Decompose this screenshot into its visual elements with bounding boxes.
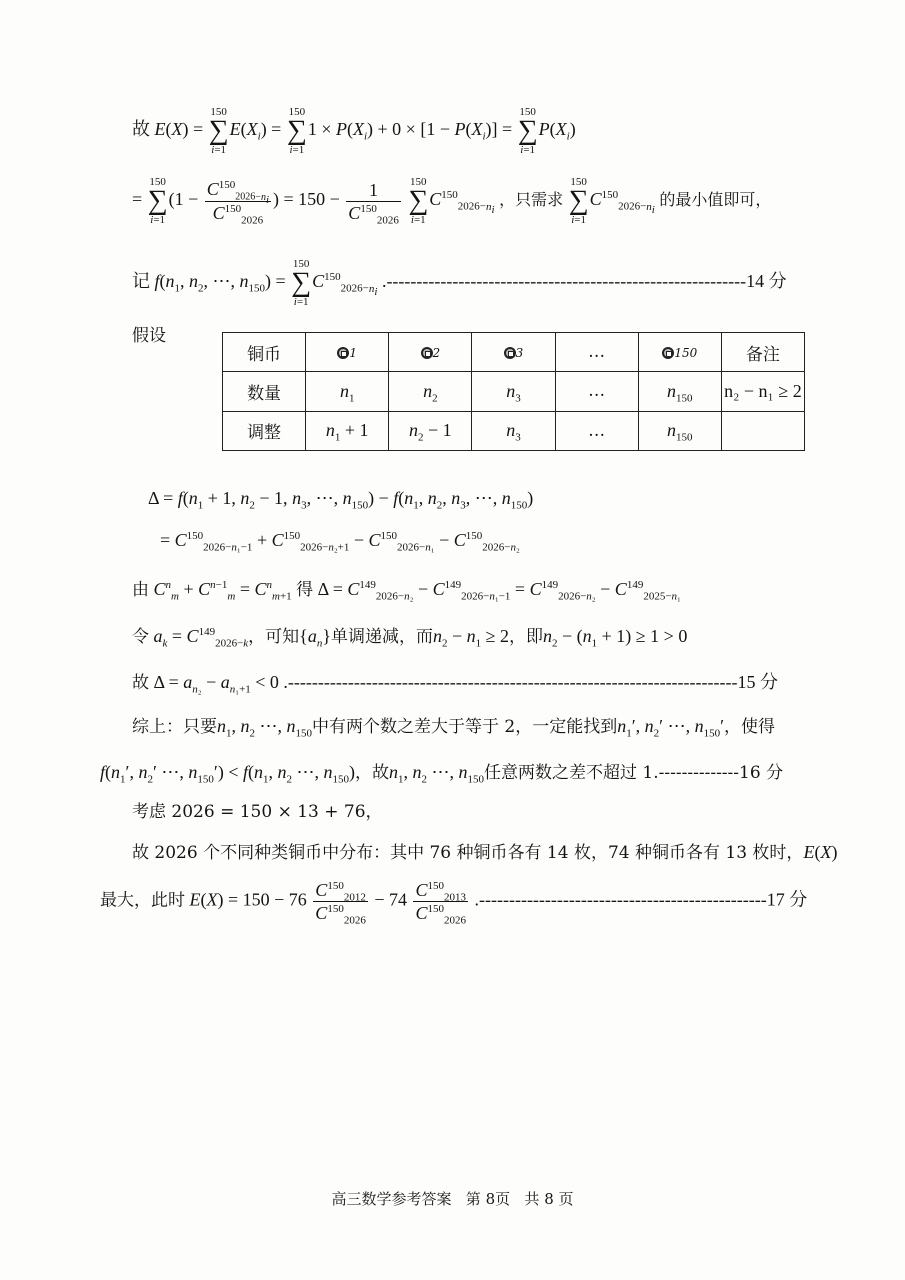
text-ji: 记 <box>132 271 150 292</box>
formula-ex-sum: 故 E(X) = 150 ∑ i=1 $E(X_i)$ = 150 ∑ i=1 $1 \times P(X_i) + 0 \times [1 - P(X_i)]$ = 150 ∑ i=1 $P(X_i)$ <box>132 106 576 156</box>
text-jiashe: 假设 <box>132 326 166 346</box>
text-only-need: ，只需求 <box>499 192 564 210</box>
formula-define-a: 令 $a_k = C^{149}_{2026-k}$，可知$\{a_n\}$单调递减，而$n_2 - n_1 \ge 2$，即$n_2 - (n_1 + 1) \ge 1 > 0$ <box>132 626 688 650</box>
text-ji2: ，即 <box>509 627 543 646</box>
table-row-header <box>223 333 805 372</box>
page-footer <box>0 1188 905 1209</box>
text-zuida: 最大，此时 <box>100 890 185 910</box>
footer-page: 第 8页 <box>465 1190 511 1208</box>
text-gu: 故 <box>132 119 150 140</box>
header-ellipsis: … <box>555 333 638 372</box>
formula-delta-def: $\Delta = f(n_1 + 1$, $n_2 - 1$, $n_3$, ⋯, $n_{150}) - f(n_1$, $n_2$, $n_3$, ⋯, $n_{150}$) <box>148 488 534 512</box>
footer-total: 共 8 页 <box>524 1190 574 1208</box>
formula-delta-negative: 故 $\Delta = a_{n_2} - a_{n_1+1} < 0$ .---------------------------------------------------------------------------15 分 <box>132 672 778 696</box>
header-remark: 备注 <box>721 333 804 372</box>
table-row-count: 数量 $n_1$ $n_2$ $n_3$ … $n_{150}$ n₂ − n₁ ≥ 2 <box>223 372 805 411</box>
text-keyzhi: ，可知 <box>248 627 300 646</box>
header-coin-3: 3 <box>472 333 555 372</box>
text-consider: 考虑 2026 = 150 × 13 + 76， <box>132 802 383 822</box>
text-you: 由 <box>132 580 149 599</box>
score-14: 14 分 <box>746 271 787 292</box>
score-17: 17 分 <box>766 889 808 910</box>
footer-title: 高三数学参考答案 <box>331 1190 452 1208</box>
remark-cell: n₂ − n₁ ≥ 2 <box>721 372 804 411</box>
header-coin-1: 1 <box>306 333 389 372</box>
formula-sum-complement: = 150 ∑ i=1 (1 − $\frac{C^{150}_{2026-n_i}}{C^{150}_{2026}}$ ) = 150 − $\frac{1}{C^{150}_{2026}}$ 150 ∑ i=1 $C^{150}_{2026-n_i}$ ，只需求 150 ∑ i=1 $C^{150}_{2026-n_i}$ 的最小值即可， <box>132 176 772 227</box>
coin-icon <box>337 347 349 359</box>
score-15: 15 分 <box>737 672 778 692</box>
header-coin-2: 2 <box>389 333 472 372</box>
formula-pascal: 由 $C^n_m + C^{n-1}_m = C^n_{m+1}$ 得 $\Delta = C^{149}_{2026-n_2} - C^{149}_{2026-n_1-1} = C^{149}_{2026-n_2} - C^{149}_{2025-n_1}$ <box>132 579 681 603</box>
table-row-adjust: 调整 $n_1 + 1$ $n_2 - 1$ $n_3$ … $n_{150}$ <box>223 411 805 450</box>
text-de: 得 <box>296 580 314 599</box>
text-summary: 综上：只要$n_1$, $n_2$ ⋯, $n_{150}$中有两个数之差大于等于 2，一定能找到$n_1'$, $n_2'$ ⋯, $n_{150}'$，使得 <box>132 716 776 740</box>
formula-max-ex: 最大，此时 E(X) = 150 − 76 $\frac{C^{150}_{2012}}{C^{150}_{2026}}$ − 74 $\frac{C^{150}_{2013}}{C^{150}_{2026}}$ .------------------------------------------------17 分 <box>100 880 808 927</box>
coin-icon <box>504 347 516 359</box>
header-coin: 铜币 <box>223 333 306 372</box>
coin-icon <box>421 347 433 359</box>
formula-delta-expand: = $C^{150}_{2026-n_1-1} + C^{150}_{2026-n_2+1} - C^{150}_{2026-n_1} - C^{150}_{2026-n_2}$ <box>160 530 520 554</box>
header-coin-150: 150 <box>638 333 721 372</box>
score-16: 16 分 <box>739 763 784 783</box>
coin-icon <box>662 347 674 359</box>
text-ling: 令 <box>132 627 149 646</box>
text-dandiao: 单调递减，而 <box>330 627 433 646</box>
row-adjust-label: 调整 <box>223 411 306 450</box>
formula-define-f: 记 $f(n_1$, $n_2$, ⋯, $n_{150}$) = 150 ∑ i=1 $C^{150}_{2026-n_i}$ .------------------------------------------------------------14 分 <box>132 258 787 308</box>
row-count-label: 数量 <box>223 372 306 411</box>
coin-table <box>222 332 805 451</box>
text-min-value: 的最小值即可， <box>659 192 772 210</box>
text-summary-2: $f(n_1'$, $n_2'$ ⋯, $n_{150}') < f(n_1$, $n_2$ ⋯, $n_{150}$)，故$n_1$, $n_2$ ⋯, $n_{150}$任意两数之差不超过 1.--------------16 分 <box>100 762 784 786</box>
text-gu: 故 <box>132 673 149 692</box>
text-conclusion: 故 2026 个不同种类铜币中分布：其中 76 种铜币各有 14 枚，74 种铜币各有 13 枚时，E(X) <box>132 842 838 863</box>
